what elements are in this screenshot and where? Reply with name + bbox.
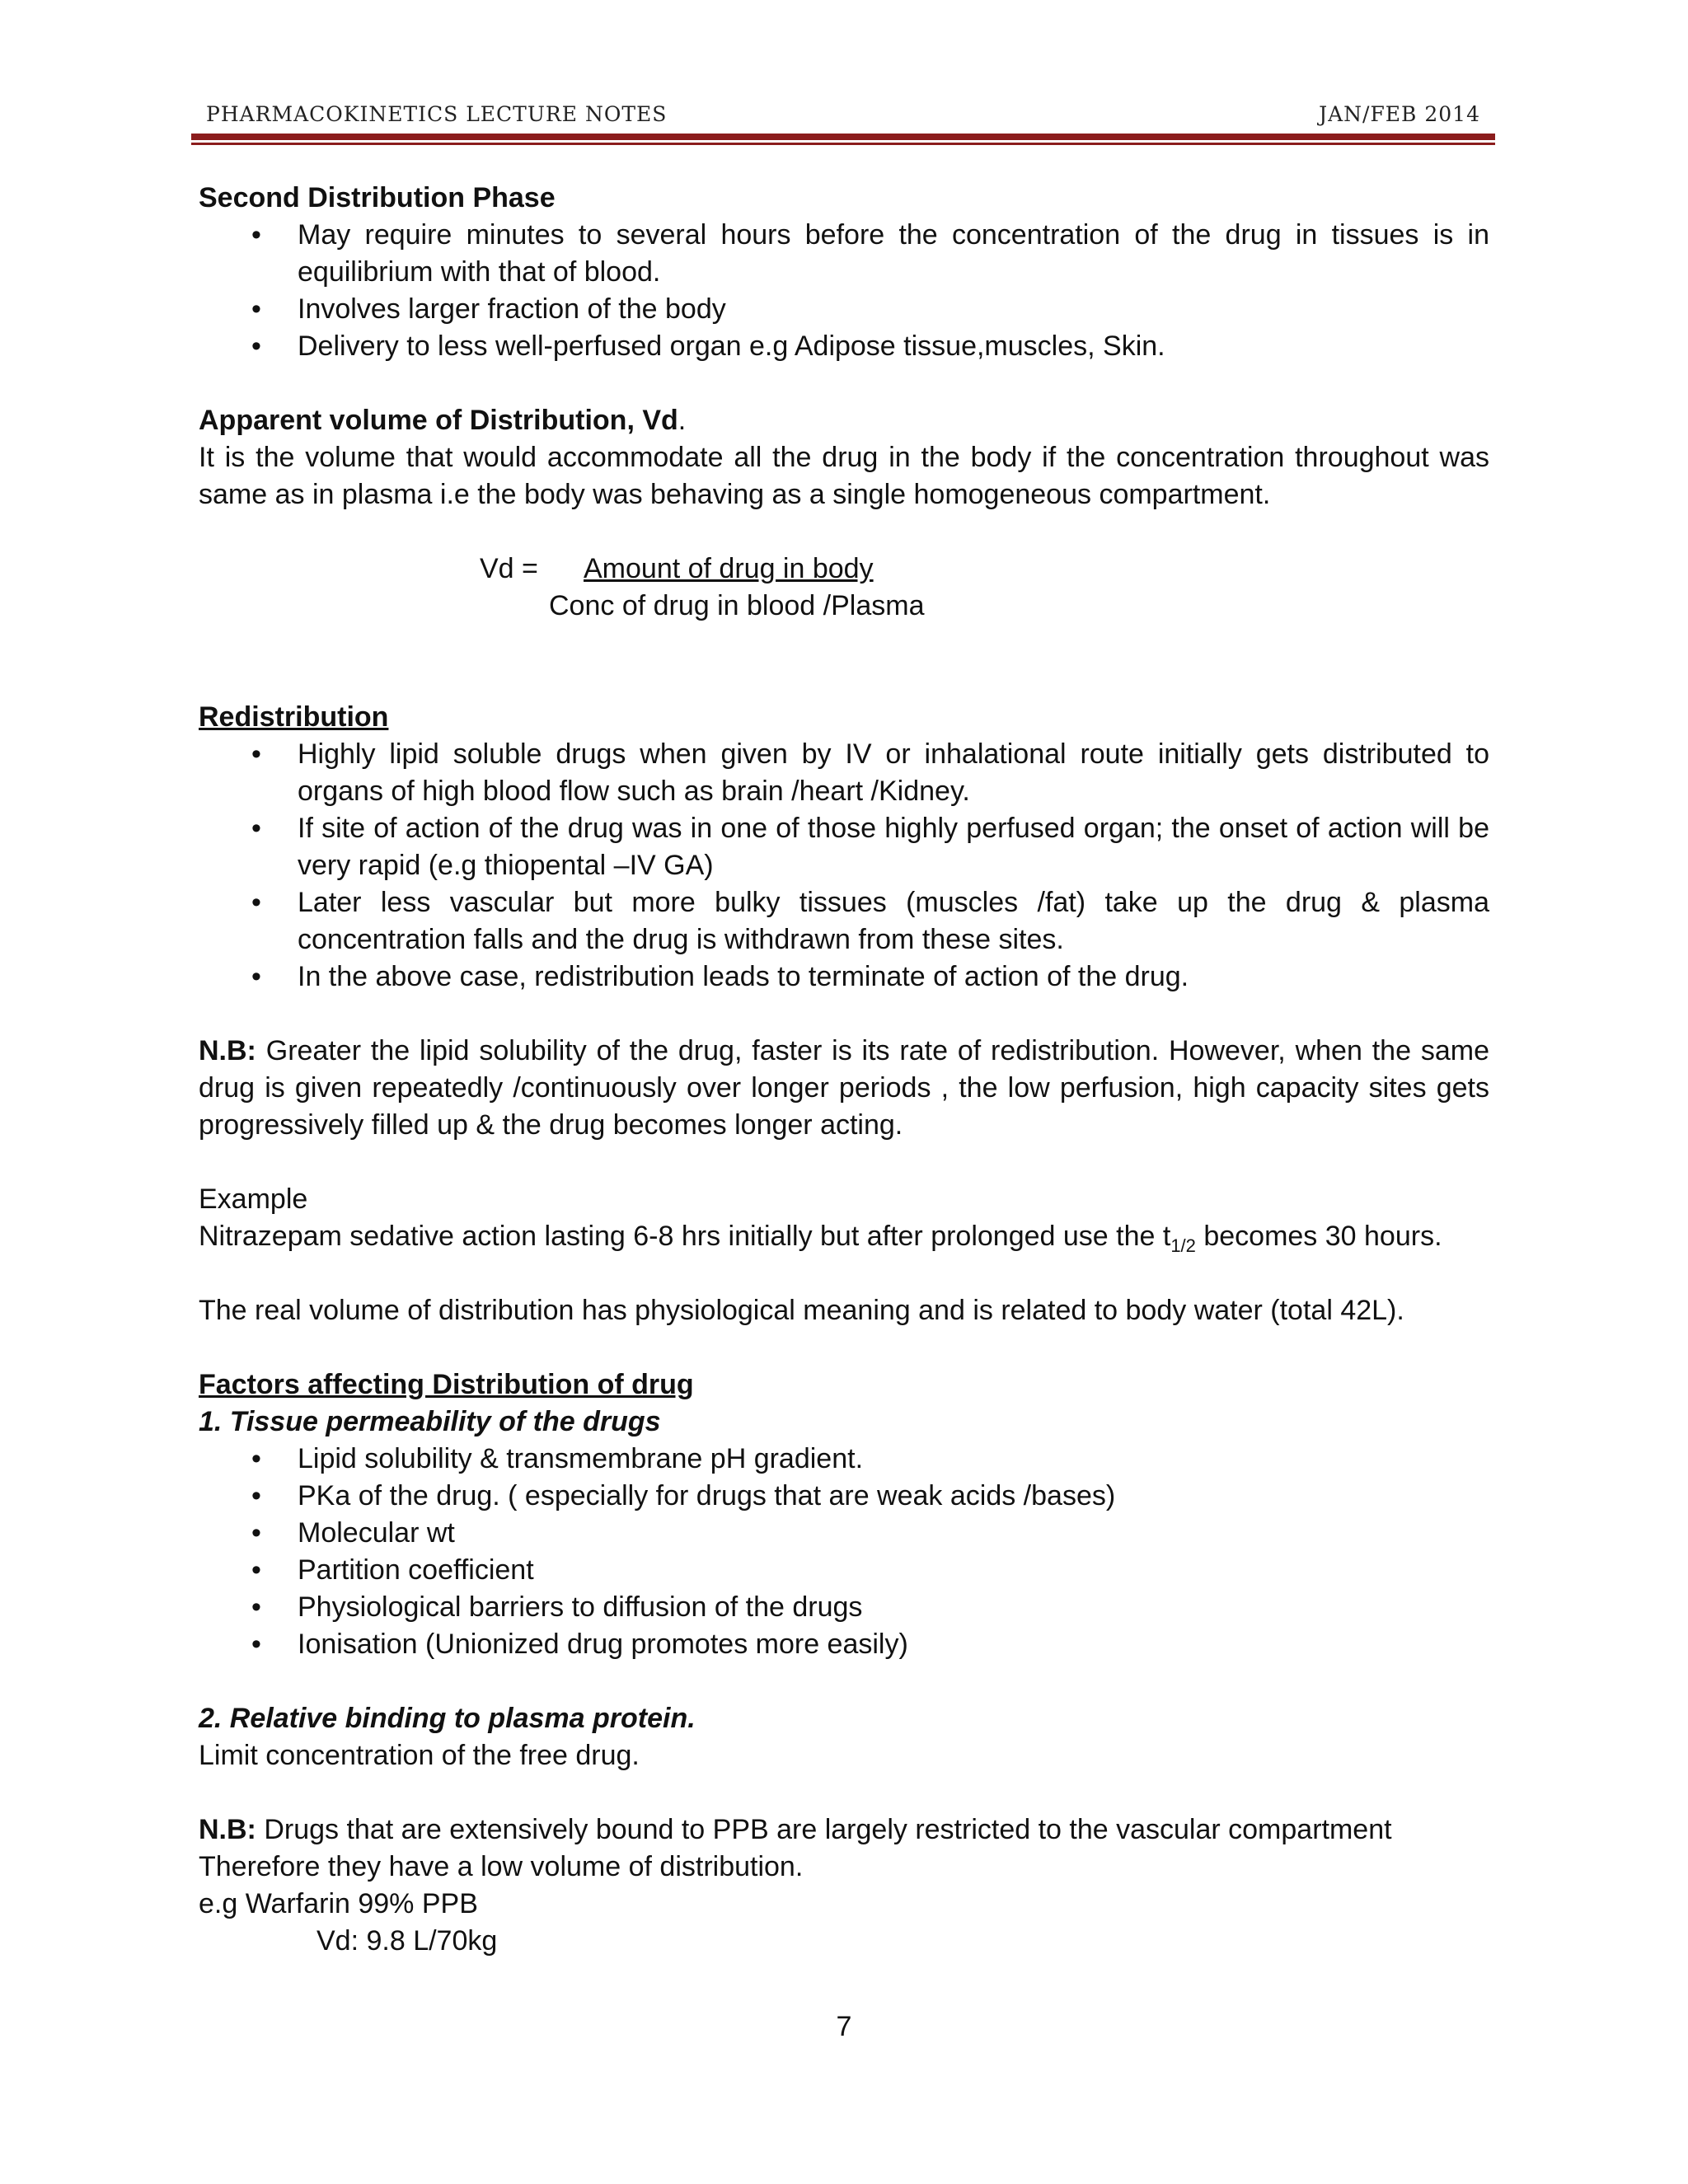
list-item-text: Partition coefficient bbox=[298, 1554, 534, 1586]
list-item-text: Ionisation (Unionized drug promotes more easily) bbox=[298, 1629, 908, 1660]
bullet-icon: • bbox=[251, 887, 261, 918]
bullet-icon: • bbox=[251, 1480, 261, 1511]
factors-subheading-1: 1. Tissue permeability of the drugs bbox=[199, 1406, 661, 1437]
list-item-text: Delivery to less well-perfused organ e.g Adipose tissue,muscles, Skin. bbox=[298, 330, 1165, 362]
bullet-icon: • bbox=[251, 1629, 261, 1660]
header-title: PHARMACOKINETICS LECTURE NOTES bbox=[206, 102, 668, 126]
list-item bbox=[199, 1441, 1489, 1478]
list-item-text: Involves larger fraction of the body bbox=[298, 293, 726, 325]
bullet-icon: • bbox=[251, 1443, 261, 1474]
header-rule-thick bbox=[191, 134, 1495, 140]
vd-heading bbox=[199, 402, 1489, 439]
list-item-text: If site of action of the drug was in one of those highly perfused organ; the onset of action will be very rapid (e.g thiopental –IV GA) bbox=[298, 813, 1489, 881]
vd-heading-text: Apparent volume of Distribution, Vd bbox=[199, 405, 678, 436]
list-item-text: Highly lipid soluble drugs when given by IV or inhalational route initially gets distributed to organs of high blood flow such as brain /heart /Kidney. bbox=[298, 738, 1489, 807]
list-item bbox=[199, 328, 1489, 365]
list-item-text: In the above case, redistribution leads to terminate of action of the drug. bbox=[298, 961, 1189, 992]
list-item-text: PKa of the drug. ( especially for drugs that are weak acids /bases) bbox=[298, 1480, 1116, 1511]
header-date: JAN/FEB 2014 bbox=[1319, 102, 1480, 126]
nb-label: N.B: bbox=[199, 1035, 256, 1066]
real-volume-text: The real volume of distribution has physiological meaning and is related to body water (total 42L). bbox=[199, 1295, 1404, 1326]
list-item-text: May require minutes to several hours before the concentration of the drug in tissues is in equilibrium with that of blood. bbox=[298, 219, 1489, 288]
bullet-icon: • bbox=[251, 1591, 261, 1623]
nb-protein-line-3: e.g Warfarin 99% PPB bbox=[199, 1888, 478, 1919]
list-item-text: Lipid solubility & transmembrane pH gradient. bbox=[298, 1443, 864, 1474]
list-item bbox=[199, 1552, 1489, 1589]
redistribution-list bbox=[199, 736, 1489, 996]
bullet-icon: • bbox=[251, 813, 261, 844]
list-item bbox=[199, 958, 1489, 996]
list-item bbox=[199, 291, 1489, 328]
header-rule-thin bbox=[191, 143, 1495, 145]
page-header bbox=[191, 102, 1495, 148]
page-content bbox=[199, 180, 1489, 1960]
nb-protein-line-2: Therefore they have a low volume of distribution. bbox=[199, 1851, 804, 1882]
list-item-text: Molecular wt bbox=[298, 1517, 455, 1549]
nb-redistribution bbox=[199, 1033, 1489, 1144]
vd-heading-suffix: . bbox=[678, 405, 687, 436]
list-item bbox=[199, 1626, 1489, 1663]
vd-definition: It is the volume that would accommodate all the drug in the body if the concentration throughout was same as in plasma i.e the body was behaving as a single homogeneous compartment. bbox=[199, 442, 1489, 510]
nb-text: Drugs that are extensively bound to PPB are largely restricted to the vascular compartment bbox=[256, 1814, 1392, 1845]
bullet-icon: • bbox=[251, 330, 261, 362]
second-phase-list bbox=[199, 217, 1489, 365]
nb-protein-binding bbox=[199, 1811, 1489, 1849]
list-item bbox=[199, 810, 1489, 884]
list-item-text: Physiological barriers to diffusion of the drugs bbox=[298, 1591, 863, 1623]
nb-label: N.B: bbox=[199, 1814, 256, 1845]
list-item-text: Later less vascular but more bulky tissues (muscles /fat) take up the drug & plasma concentration falls and the drug is withdrawn from these sites. bbox=[298, 887, 1489, 955]
nb-text: Greater the lipid solubility of the drug, faster is its rate of redistribution. However, when the same drug is given repeatedly /continuously over longer periods , the low perfusion, high capacity sites gets progressively filled up & the drug becomes longer acting. bbox=[199, 1035, 1489, 1141]
list-item bbox=[199, 217, 1489, 291]
factors-subheading-2-text: Limit concentration of the free drug. bbox=[199, 1740, 640, 1771]
bullet-icon: • bbox=[251, 738, 261, 770]
bullet-icon: • bbox=[251, 293, 261, 325]
nb-protein-line-4: Vd: 9.8 L/70kg bbox=[316, 1925, 498, 1957]
vd-formula-denominator-row bbox=[199, 588, 1489, 625]
factors-list bbox=[199, 1441, 1489, 1663]
example-text-after: becomes 30 hours. bbox=[1195, 1221, 1442, 1252]
bullet-icon: • bbox=[251, 961, 261, 992]
example-text-before: Nitrazepam sedative action lasting 6-8 hrs initially but after prolonged use the t bbox=[199, 1221, 1171, 1252]
factors-subheading-2: 2. Relative binding to plasma protein. bbox=[199, 1703, 696, 1734]
second-phase-heading: Second Distribution Phase bbox=[199, 182, 556, 213]
list-item bbox=[199, 1515, 1489, 1552]
bullet-icon: • bbox=[251, 1517, 261, 1549]
factors-heading: Factors affecting Distribution of drug bbox=[199, 1369, 694, 1400]
vd-formula-label: Vd = bbox=[480, 553, 538, 584]
list-item bbox=[199, 884, 1489, 958]
vd-formula-denominator: Conc of drug in blood /Plasma bbox=[549, 590, 925, 621]
list-item bbox=[199, 736, 1489, 810]
list-item bbox=[199, 1478, 1489, 1515]
bullet-icon: • bbox=[251, 219, 261, 251]
list-item bbox=[199, 1589, 1489, 1626]
vd-formula-numerator: Amount of drug in body bbox=[584, 553, 874, 584]
half-life-subscript: 1/2 bbox=[1170, 1235, 1196, 1256]
example-label: Example bbox=[199, 1183, 308, 1215]
example-text bbox=[199, 1218, 1489, 1255]
bullet-icon: • bbox=[251, 1554, 261, 1586]
vd-formula-numerator-row bbox=[199, 551, 1489, 588]
page-number: 7 bbox=[836, 2011, 852, 2042]
redistribution-heading: Redistribution bbox=[199, 701, 389, 733]
